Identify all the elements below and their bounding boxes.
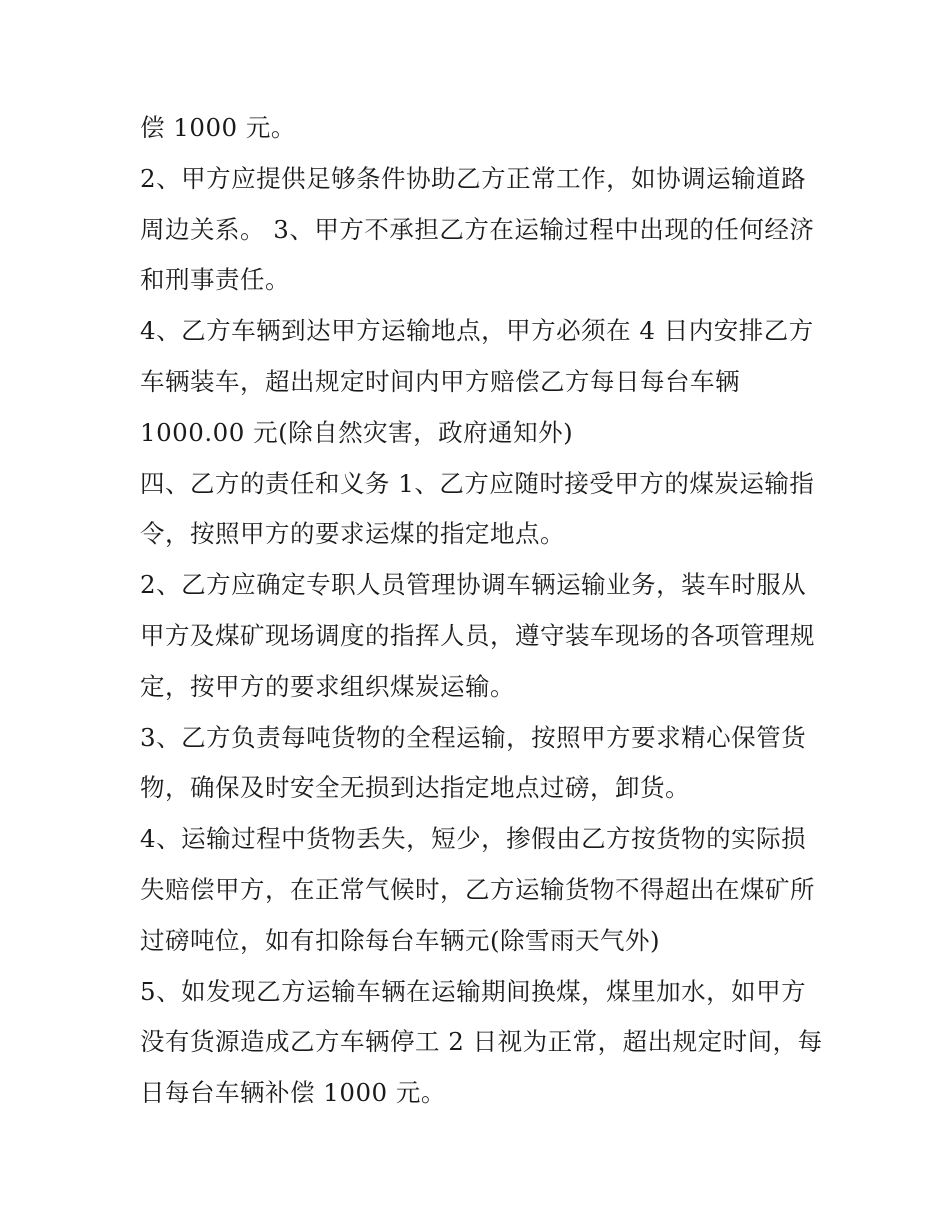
text-line-5: 4、乙方车辆到达甲方运输地点，甲方必须在 4 日内安排乙方	[140, 316, 814, 346]
text-line-1: 偿 1000 元。	[140, 113, 296, 142]
text-line-13: 3、乙方负责每吨货物的全程运输，按照甲方要求精心保管货	[140, 722, 807, 752]
text-line-8: 四、乙方的责任和义务 1、乙方应随时接受甲方的煤炭运输指	[140, 468, 815, 498]
text-line-4: 和刑事责任。	[140, 265, 290, 295]
text-line-3: 周边关系。 3、甲方不承担乙方在运输过程中出现的任何经济	[140, 214, 815, 244]
text-line-6: 车辆装车，超出规定时间内甲方赔偿乙方每日每台车辆	[140, 366, 740, 396]
text-line-14: 物，确保及时安全无损到达指定地点过磅，卸货。	[140, 773, 690, 803]
text-line-17: 过磅吨位，如有扣除每台车辆元(除雪雨天气外)	[140, 925, 661, 955]
text-line-15: 4、运输过程中货物丢失，短少，掺假由乙方按货物的实际损	[140, 824, 807, 854]
text-line-9: 令，按照甲方的要求运煤的指定地点。	[140, 519, 565, 549]
text-line-2: 2、甲方应提供足够条件协助乙方正常工作，如协调运输道路	[140, 163, 807, 193]
text-line-12: 定，按甲方的要求组织煤炭运输。	[140, 671, 515, 701]
text-line-10: 2、乙方应确定专职人员管理协调车辆运输业务，装车时服从	[140, 570, 807, 600]
text-line-18: 5、如发现乙方运输车辆在运输期间换煤，煤里加水，如甲方	[140, 976, 807, 1006]
text-line-19: 没有货源造成乙方车辆停工 2 日视为正常，超出规定时间，每	[140, 1027, 823, 1057]
text-line-11: 甲方及煤矿现场调度的指挥人员，遵守装车现场的各项管理规	[140, 620, 815, 650]
document-body	[140, 103, 823, 1119]
text-line-7: 1000.00 元(除自然灾害，政府通知外)	[140, 417, 574, 447]
text-line-16: 失赔偿甲方，在正常气候时，乙方运输货物不得超出在煤矿所	[140, 874, 815, 904]
text-line-20: 日每台车辆补偿 1000 元。	[140, 1078, 446, 1108]
